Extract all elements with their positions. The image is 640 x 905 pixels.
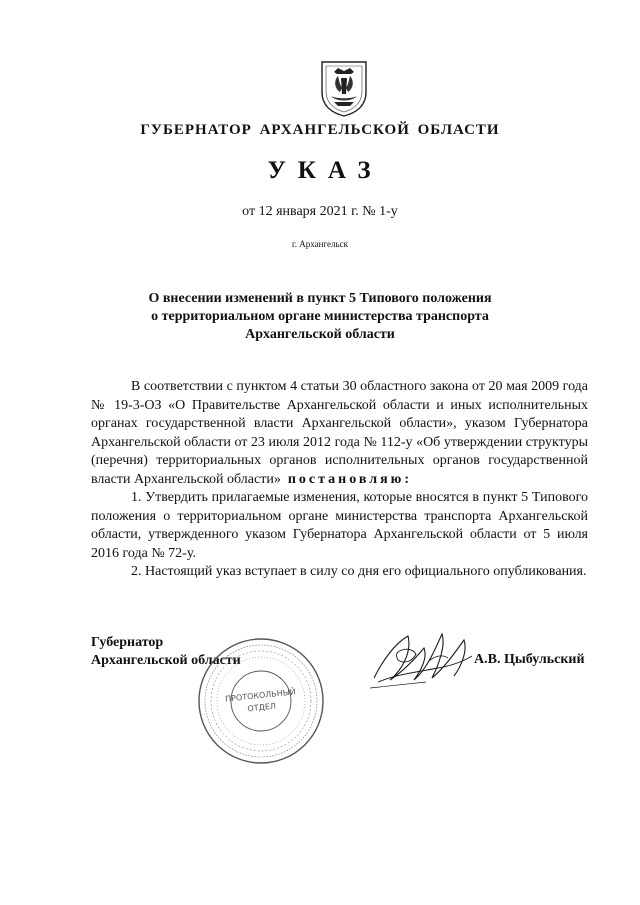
handwritten-signature-icon bbox=[368, 622, 480, 694]
stamp-inner-line: ОТДЕЛ bbox=[247, 701, 277, 714]
document-type-title: УКАЗ bbox=[267, 157, 383, 184]
decree-place: г. Архангельск bbox=[292, 239, 348, 249]
subject-line: Архангельской области bbox=[245, 327, 395, 342]
position-line: Архангельской области bbox=[91, 653, 241, 668]
body-paragraph: 2. Настоящий указ вступает в силу со дня его официального опубликования. bbox=[131, 564, 587, 579]
decree-date-number: от 12 января 2021 г. № 1-у bbox=[242, 204, 398, 219]
subject-line: О внесении изменений в пункт 5 Типового положения bbox=[148, 291, 492, 306]
signatory-name: А.В. Цыбульский bbox=[474, 652, 585, 667]
decree-subject bbox=[0, 290, 640, 344]
decree-body bbox=[91, 378, 588, 582]
decree-keyword: постановляю: bbox=[287, 471, 413, 487]
body-paragraph: 1. Утвердить прилагаемые изменения, которые вносятся в пункт 5 Типового положения о территориальном органе министерства транспорта Архангельской области, утвержденного указом Губернатора Архангельской области от 5 июля 2016 года № 72-у. bbox=[91, 490, 588, 561]
position-line: Губернатор bbox=[91, 635, 164, 650]
official-stamp bbox=[196, 636, 326, 766]
stamp-inner-line: ПРОТОКОЛЬНЫЙ bbox=[224, 687, 297, 704]
preamble-text: В соответствии с пунктом 4 статьи 30 областного закона от 20 мая 2009 года № 19-3-ОЗ «О Правительстве Архангельской области и иных исполнительных органах государственной власти Архангельской области», указом Губернатора Архангельской области от 23 июля 2012 года № 112-у «Об утверждении структуры (перечня) территориальных органов исполнительных органов государственной власти Архангельской области» bbox=[91, 379, 588, 487]
body-paragraph bbox=[91, 378, 588, 489]
subject-line: о территориальном органе министерства транспорта bbox=[151, 309, 489, 324]
authority-heading: ГУБЕРНАТОР АРХАНГЕЛЬСКОЙ ОБЛАСТИ bbox=[140, 122, 500, 138]
coat-of-arms-icon bbox=[316, 58, 372, 118]
